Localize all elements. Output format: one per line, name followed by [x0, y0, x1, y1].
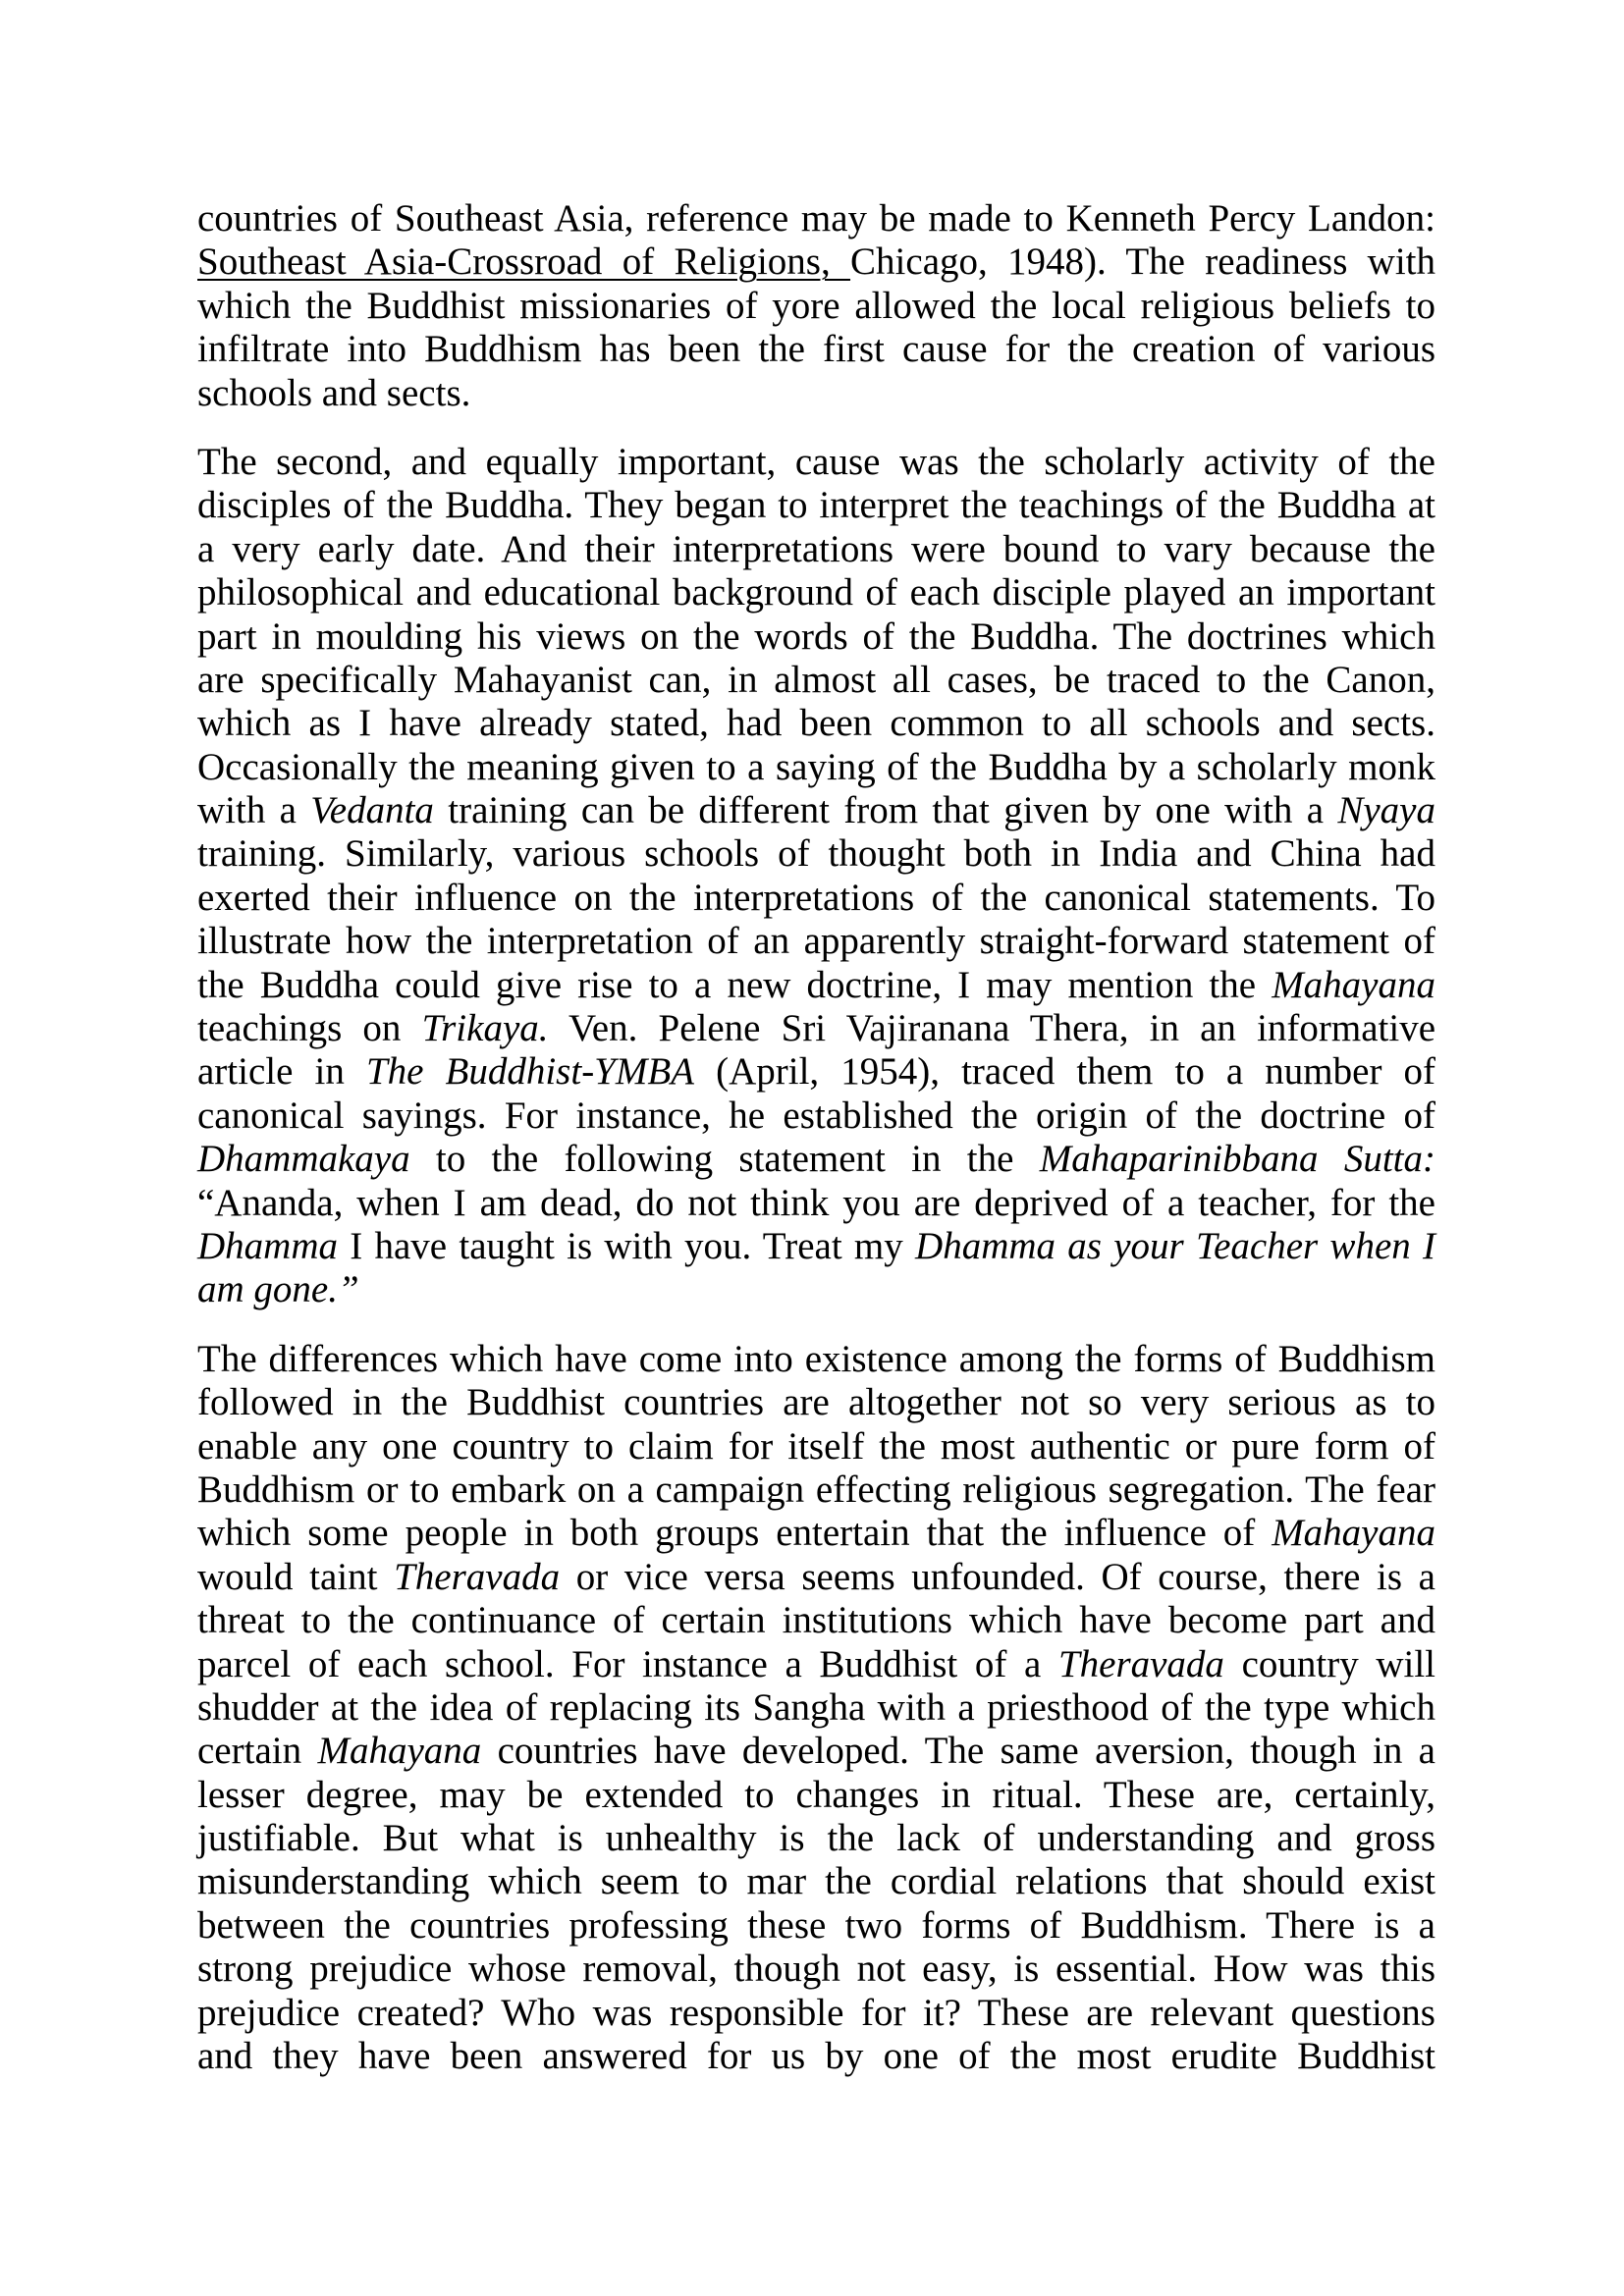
text-run: article in: [197, 1050, 366, 1094]
text-run: disciples of the Buddha. They began to interpret the teachings of the Buddha at: [197, 484, 1435, 527]
text-line: [197, 571, 1435, 614]
text-line: [197, 920, 1435, 963]
italic-term: Trikaya.: [421, 1007, 549, 1050]
text-run: training. Similarly, various schools of thought both in India and China had: [197, 832, 1435, 876]
text-line: [197, 1992, 1435, 2035]
text-line: [197, 1050, 1435, 1094]
italic-term: Theravada: [394, 1555, 561, 1598]
text-run: training can be different from that given by one with a: [433, 789, 1338, 832]
text-line: [197, 1182, 1435, 1225]
text-run: followed in the Buddhist countries are altogether not so very serious as to: [197, 1381, 1435, 1424]
italic-term: Mahayana: [317, 1730, 482, 1773]
text-run: The differences which have come into existence among the forms of Buddhism: [197, 1337, 1435, 1380]
text-run: I have taught is with you. Treat my: [338, 1224, 916, 1267]
text-line: [197, 832, 1435, 876]
text-line: [197, 1904, 1435, 1948]
text-line: [197, 1512, 1435, 1555]
italic-term: Theravada: [1057, 1642, 1224, 1685]
text-run: which some people in both groups entertain that the influence of: [197, 1512, 1272, 1555]
paragraph: [197, 197, 1435, 415]
text-run: which the Buddhist missionaries of yore allowed the local religious beliefs to: [197, 284, 1435, 327]
text-run: the Buddha could give rise to a new doctrine, I may mention the: [197, 963, 1272, 1006]
text-line: [197, 1268, 1435, 1311]
text-run: illustrate how the interpretation of an apparently straight-forward statement of: [197, 920, 1435, 963]
text-line: [197, 528, 1435, 571]
text-run: infiltrate into Buddhism has been the first cause for the creation of various: [197, 328, 1435, 371]
text-line: [197, 1860, 1435, 1903]
body-text: [197, 197, 1435, 2104]
text-line: [197, 240, 1435, 284]
text-run: countries of Southeast Asia, reference may be made to Kenneth Percy Landon:: [197, 197, 1435, 240]
paragraph: [197, 1338, 1435, 2079]
italic-term: The Buddhist-YMBA: [365, 1050, 695, 1094]
text-run: exerted their influence on the interpretations of the canonical statements. To: [197, 876, 1435, 919]
text-run: justifiable. But what is unhealthy is the lack of understanding and gross: [197, 1817, 1435, 1860]
text-line: [197, 1948, 1435, 1991]
text-run: strong prejudice whose removal, though not easy, is essential. How was this: [197, 1948, 1435, 1991]
text-run: part in moulding his views on the words of the Buddha. The doctrines which: [197, 614, 1435, 658]
text-line: [197, 1643, 1435, 1686]
text-run: parcel of each school. For instance a Buddhist of a: [197, 1642, 1058, 1685]
text-run: certain: [197, 1730, 318, 1773]
underlined-title: Southeast Asia-Crossroad of Religions,: [197, 240, 851, 284]
italic-term: Mahayana: [1272, 1512, 1435, 1555]
text-line: [197, 1774, 1435, 1817]
text-run: Occasionally the meaning given to a saying of the Buddha by a scholarly monk: [197, 745, 1435, 788]
text-run: with a: [197, 789, 311, 832]
text-run: are specifically Mahayanist can, in almost all cases, be traced to the Canon,: [197, 658, 1435, 701]
text-run: “Ananda, when I am dead, do not think you are deprived of a teacher, for the: [197, 1181, 1435, 1224]
italic-term: Mahayana: [1272, 963, 1435, 1006]
italic-term: Dhamma as your Teacher when I: [915, 1224, 1436, 1267]
text-run: which as I have already stated, had been common to all schools and sects.: [197, 702, 1435, 745]
text-line: [197, 659, 1435, 702]
text-line: [197, 789, 1435, 832]
text-run: enable any one country to claim for itself the most authentic or pure form of: [197, 1424, 1435, 1468]
text-line: [197, 441, 1435, 484]
text-line: [197, 1599, 1435, 1642]
italic-term: Dhamma: [197, 1224, 338, 1267]
paragraph: [197, 441, 1435, 1312]
italic-term: Dhammakaya: [197, 1138, 410, 1181]
text-line: [197, 372, 1435, 415]
text-line: [197, 285, 1435, 328]
text-line: [197, 1095, 1435, 1138]
text-run: canonical sayings. For instance, he established the origin of the doctrine of: [197, 1094, 1435, 1137]
text-run: Chicago, 1948). The readiness with: [850, 240, 1435, 284]
text-line: [197, 1556, 1435, 1599]
text-run: threat to the continuance of certain institutions which have become part and: [197, 1599, 1435, 1642]
text-run: misunderstanding which seem to mar the cordial relations that should exist: [197, 1860, 1435, 1903]
text-run: prejudice created? Who was responsible for it? These are relevant questions: [197, 1991, 1435, 2034]
text-line: [197, 615, 1435, 659]
text-run: The second, and equally important, cause was the scholarly activity of the: [197, 440, 1435, 483]
text-line: [197, 1338, 1435, 1381]
text-run: philosophical and educational background of each disciple played an important: [197, 571, 1435, 614]
text-run: would taint: [197, 1555, 395, 1598]
text-line: [197, 1381, 1435, 1424]
text-line: [197, 1817, 1435, 1860]
italic-term: am gone.”: [197, 1268, 359, 1311]
text-line: [197, 1138, 1435, 1181]
text-run: Buddhism or to embark on a campaign effecting religious segregation. The fear: [197, 1468, 1435, 1511]
text-run: lesser degree, may be extended to changes in ritual. These are, certainly,: [197, 1773, 1435, 1816]
text-run: country will: [1223, 1642, 1435, 1685]
text-line: [197, 484, 1435, 527]
text-run: teachings on: [197, 1007, 422, 1050]
text-line: [197, 1007, 1435, 1050]
text-line: [197, 2035, 1435, 2078]
text-run: and they have been answered for us by one of the most erudite Buddhist: [197, 2035, 1435, 2078]
text-run: a very early date. And their interpretations were bound to vary because the: [197, 527, 1435, 570]
italic-term: Mahaparinibbana Sutta:: [1039, 1138, 1435, 1181]
text-line: [197, 328, 1435, 371]
text-line: [197, 746, 1435, 789]
text-line: [197, 1225, 1435, 1268]
text-line: [197, 1468, 1435, 1512]
text-run: or vice versa seems unfounded. Of course, there is a: [560, 1555, 1435, 1598]
italic-term: Nyaya: [1337, 789, 1435, 832]
text-line: [197, 702, 1435, 745]
text-line: [197, 1686, 1435, 1730]
text-run: (April, 1954), traced them to a number of: [694, 1050, 1436, 1094]
text-run: to the following statement in the: [409, 1138, 1040, 1181]
text-line: [197, 197, 1435, 240]
text-run: between the countries professing these two forms of Buddhism. There is a: [197, 1903, 1435, 1947]
text-line: [197, 1425, 1435, 1468]
text-line: [197, 1730, 1435, 1773]
italic-term: Vedanta: [310, 789, 434, 832]
text-line: [197, 877, 1435, 920]
text-run: schools and sects.: [197, 371, 471, 414]
text-run: countries have developed. The same aversion, though in a: [481, 1730, 1435, 1773]
text-run: shudder at the idea of replacing its Sangha with a priesthood of the type which: [197, 1685, 1435, 1729]
text-run: Ven. Pelene Sri Vajiranana Thera, in an informative: [548, 1007, 1435, 1050]
text-line: [197, 964, 1435, 1007]
